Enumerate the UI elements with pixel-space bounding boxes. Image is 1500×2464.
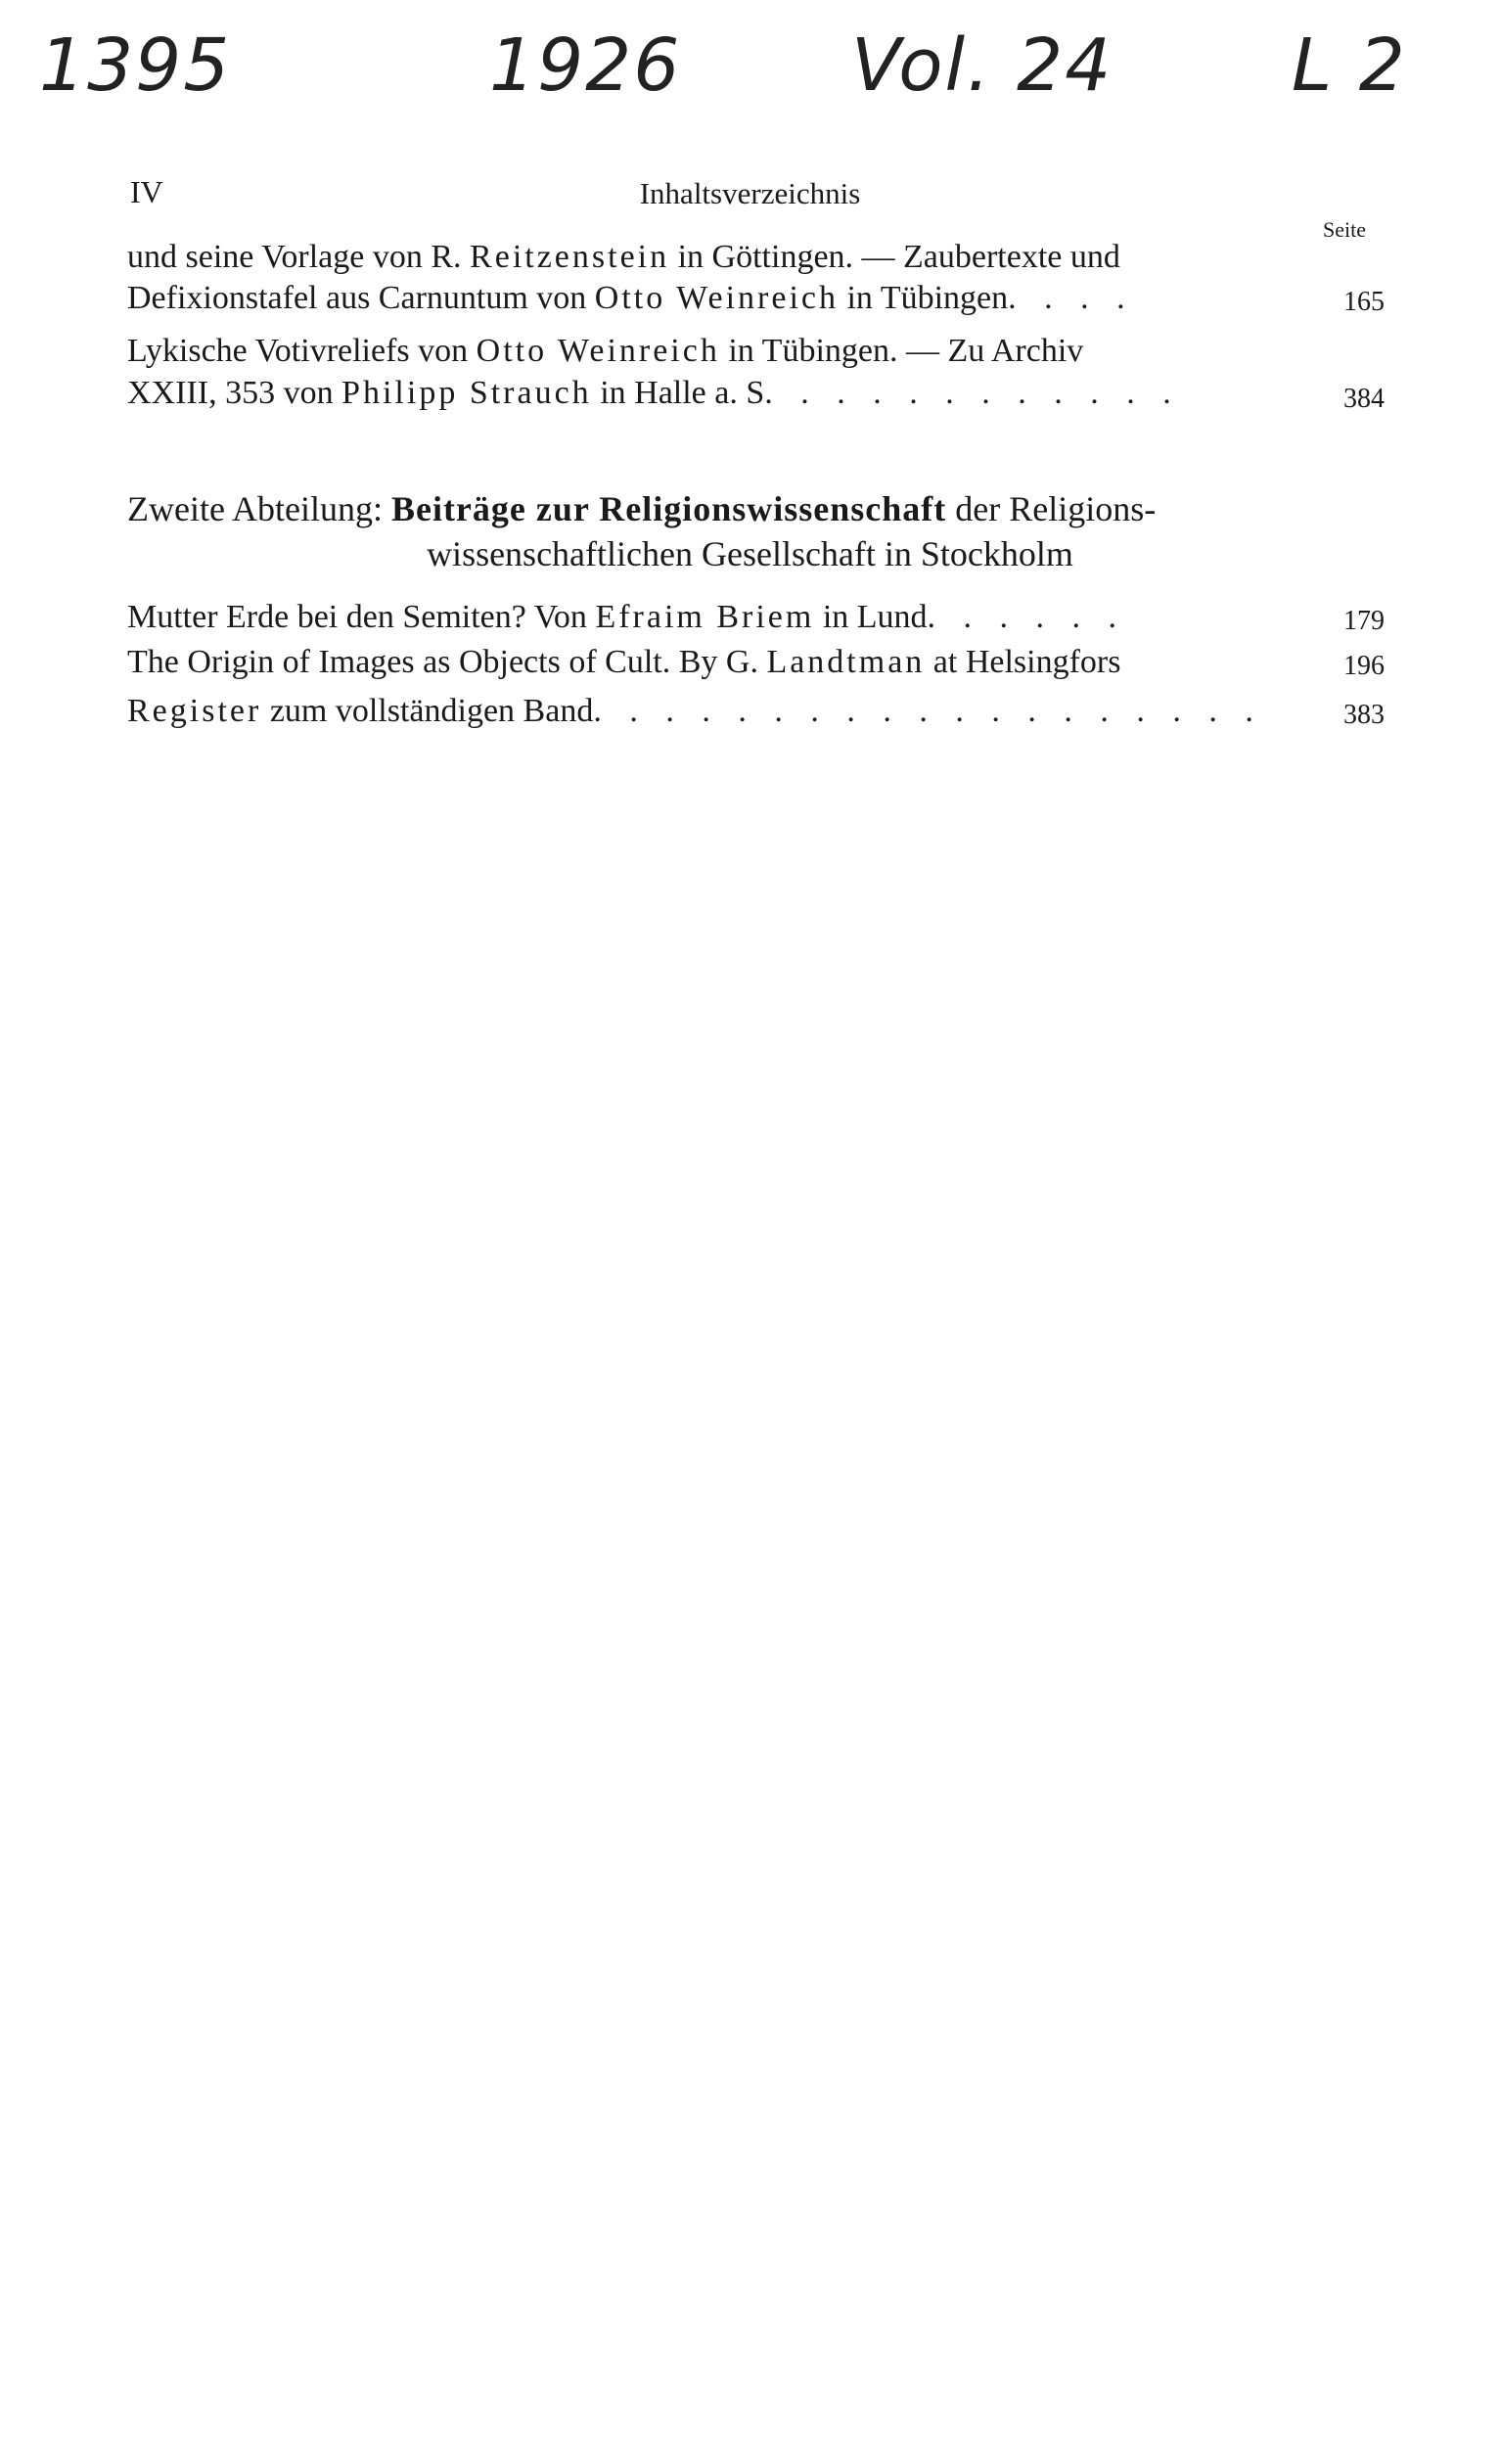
seite-label: Seite (1323, 217, 1366, 242)
author-name: Reitzenstein (470, 241, 670, 274)
entry-4: The Origin of Images as Objects of Cult. By G. Landtman at Helsingfors (127, 646, 1121, 679)
section-heading-line-2: wissenschaftlichen Gesellschaft in Stockholm (427, 534, 1073, 573)
handwritten-volume: Vol. 24 (851, 23, 1114, 108)
entry-3-page: 179 (1343, 606, 1385, 636)
entry-1-page: 165 (1343, 287, 1385, 317)
entry-1-line-1: und seine Vorlage von R. Reitzenstein in Göttingen. — Zaubertexte und (127, 241, 1120, 274)
leader-dots: . . . . . . . . . . . . (764, 377, 1181, 410)
handwritten-number: 1395 (39, 23, 232, 108)
entry-5: Register zum vollständigen Band. . . . . . . . . . . . . . . . . . . (127, 695, 1263, 728)
section-heading: Zweite Abteilung: Beiträge zur Religionswissenschaft der Religions- (127, 489, 1157, 528)
register-label: Register (127, 695, 262, 728)
author-name: Otto Weinreich (594, 282, 839, 315)
leader-dots: . . . . (1008, 282, 1135, 315)
entry-2-line-2: XXIII, 353 von Philipp Strauch in Halle a. S. . . . . . . . . . . . (127, 377, 1181, 410)
entry-2-line-1: Lykische Votivreliefs von Otto Weinreich in Tübingen. — Zu Archiv (127, 335, 1084, 368)
entry-4-page: 196 (1343, 651, 1385, 681)
handwritten-year: 1926 (489, 23, 682, 108)
entry-2-page: 384 (1343, 384, 1385, 414)
author-name: Philipp Strauch (341, 377, 592, 410)
entry-5-page: 383 (1343, 700, 1385, 730)
page-title: Inhaltsverzeichnis (639, 176, 861, 210)
author-name: Efraim Briem (595, 601, 815, 634)
entry-1-line-2: Defixionstafel aus Carnuntum von Otto Weinreich in Tübingen. . . . (127, 282, 1135, 315)
author-name: Landtman (766, 646, 926, 679)
handwritten-mark: L 2 (1292, 23, 1407, 108)
author-name: Otto Weinreich (476, 335, 720, 368)
page-number-roman: IV (130, 174, 163, 209)
leader-dots: . . . . . . . . . . . . . . . . . . . (593, 695, 1263, 728)
section-heading-bold: Beiträge zur Religionswissenschaft (390, 489, 947, 528)
entry-3: Mutter Erde bei den Semiten? Von Efraim Briem in Lund. . . . . . (127, 601, 1127, 634)
leader-dots: . . . . . . (927, 601, 1127, 634)
